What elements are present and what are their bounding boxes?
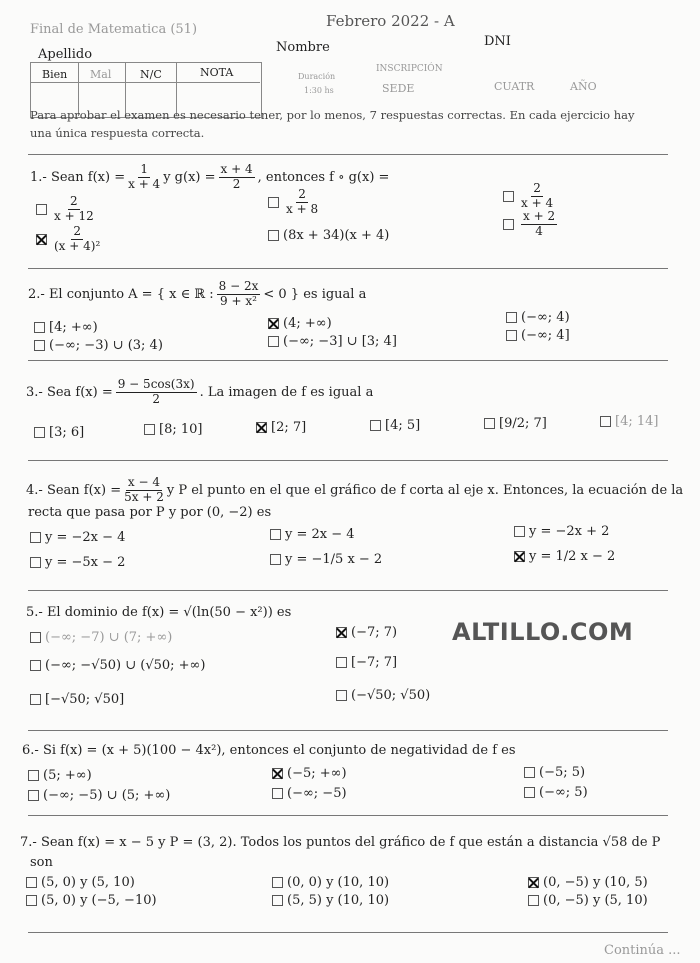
checked-box-icon (528, 877, 539, 888)
checkbox-icon (600, 416, 611, 427)
checked-box-icon (272, 768, 283, 779)
apellido-label: Apellido (38, 47, 93, 62)
col-nota: NOTA (200, 66, 234, 79)
option[interactable]: (−√50; √50) (336, 688, 430, 703)
option[interactable]: [9/2; 7] (484, 416, 547, 431)
anio-field: AÑO (570, 80, 597, 93)
col-mal: Mal (90, 68, 112, 81)
question-7-cont: son (30, 855, 53, 870)
option[interactable]: (−∞; 4] (506, 328, 570, 343)
dni-label: DNI (484, 34, 511, 49)
option[interactable]: (−∞; −7) ∪ (7; +∞) (30, 630, 172, 645)
checked-box-icon (336, 627, 347, 638)
option-checked[interactable]: (0, −5) y (10, 5) (528, 875, 648, 890)
option[interactable]: (−∞; 4) (506, 310, 570, 325)
divider (28, 460, 668, 461)
checked-box-icon (36, 234, 47, 245)
checked-box-icon (514, 551, 525, 562)
checkbox-icon (34, 322, 45, 333)
checkbox-icon (34, 427, 45, 438)
divider (28, 730, 668, 731)
option[interactable]: y = −2x + 2 (514, 524, 609, 539)
checkbox-icon (272, 788, 283, 799)
watermark: ALTILLO.COM (452, 618, 634, 646)
duracion-label: Duración (298, 72, 336, 81)
checkbox-icon (336, 657, 347, 668)
table-divider (30, 82, 260, 83)
option[interactable]: (8x + 34)(x + 4) (268, 228, 389, 243)
option-checked[interactable]: y = 1/2 x − 2 (514, 549, 615, 564)
option[interactable]: (−5; 5) (524, 765, 585, 780)
option[interactable]: (−∞; −√50) ∪ (√50; +∞) (30, 658, 205, 673)
checkbox-icon (26, 895, 37, 906)
checked-box-icon (268, 318, 279, 329)
option[interactable]: [−√50; √50] (30, 692, 124, 707)
duracion-value: 1:30 hs (304, 86, 334, 95)
checkbox-icon (268, 230, 279, 241)
question-5 (26, 605, 291, 620)
question-1: 1.- Sean f(x) = $\frac{1}{x + 4}$ y g(x) = $\frac{x + 4}{2}$ , entonces f ∘ g(x) = (30, 162, 390, 191)
checkbox-icon (28, 790, 39, 801)
checkbox-icon (30, 557, 41, 568)
option[interactable]: (−∞; −5) ∪ (5; +∞) (28, 788, 170, 803)
question-6: 6.- Si f(x) = (x + 5)(100 − 4x²), entonces el conjunto de negatividad de f es (22, 743, 516, 758)
inscripcion-label: INSCRIPCIÓN (376, 64, 443, 74)
divider (28, 590, 668, 591)
checkbox-icon (34, 340, 45, 351)
option[interactable]: (−∞; −3) ∪ (3; 4) (34, 338, 163, 353)
option[interactable]: (5, 0) y (5, 10) (26, 875, 135, 890)
option[interactable]: $\frac{2}{x + 12}$ (36, 195, 97, 224)
option[interactable]: [3; 6] (34, 425, 84, 440)
question-number: 5.- (26, 605, 43, 620)
checkbox-icon (484, 418, 495, 429)
sede-field: SEDE (382, 82, 415, 95)
option-checked[interactable]: [2; 7] (256, 420, 306, 435)
question-3: 3.- Sea f(x) = $\frac{9 - 5\cos(3x)}{2}$ . La imagen de f es igual a (26, 377, 374, 406)
option[interactable]: (−∞; −3] ∪ [3; 4] (268, 334, 397, 349)
checkbox-icon (268, 336, 279, 347)
checkbox-icon (272, 877, 283, 888)
option[interactable]: $\frac{x + 2}{4}$ (503, 210, 560, 239)
option[interactable]: [−7; 7] (336, 655, 397, 670)
exam-date: Febrero 2022 - A (326, 12, 455, 30)
checkbox-icon (30, 660, 41, 671)
checkbox-icon (30, 632, 41, 643)
checkbox-icon (26, 877, 37, 888)
option[interactable]: (0, −5) y (5, 10) (528, 893, 648, 908)
course-title: Final de Matematica (51) (30, 22, 198, 37)
checkbox-icon (370, 420, 381, 431)
checkbox-icon (272, 895, 283, 906)
option[interactable]: (0, 0) y (10, 10) (272, 875, 389, 890)
checkbox-icon (524, 767, 535, 778)
nombre-label: Nombre (276, 40, 330, 55)
col-nc: N/C (140, 68, 162, 81)
question-4: 4.- Sean f(x) = $\frac{x - 4}{5x + 2}$ y P el punto en el que el gráfico de f corta al eje x. Entonces, la ecuación de la (26, 475, 684, 504)
option[interactable]: $\frac{2}{x + 4}$ (503, 182, 556, 211)
divider (28, 360, 668, 361)
checkbox-icon (144, 424, 155, 435)
checkbox-icon (270, 554, 281, 565)
cuatr-field: CUATR (494, 80, 535, 93)
checkbox-icon (28, 770, 39, 781)
question-4-cont: recta que pasa por P y por (0, −2) es (28, 505, 272, 520)
checkbox-icon (36, 204, 47, 215)
option[interactable]: [8; 10] (144, 422, 202, 437)
instructions: Para aprobar el examen es necesario tener, por lo menos, 7 respuestas correctas. En cada ejercicio hay una única respuesta correcta. (30, 108, 635, 141)
option[interactable]: [4; +∞) (34, 320, 98, 335)
option[interactable]: (−∞; −5) (272, 786, 347, 801)
checkbox-icon (30, 532, 41, 543)
question-text: El dominio de f(x) = √(ln(50 − x²)) es (46, 605, 292, 620)
checkbox-icon (270, 529, 281, 540)
checkbox-icon (506, 312, 517, 323)
divider (28, 932, 668, 933)
checkbox-icon (514, 526, 525, 537)
option[interactable]: (−∞; 5) (524, 785, 588, 800)
divider (28, 154, 668, 155)
option-checked[interactable]: $\frac{2}{\text{(x + 4)²}}$ (36, 225, 103, 254)
option[interactable]: [4; 14] (600, 414, 658, 429)
checked-box-icon (256, 422, 267, 433)
option[interactable]: y = 2x − 4 (270, 527, 355, 542)
option[interactable]: y = −5x − 2 (30, 555, 125, 570)
continue-note: Continúa ... (604, 943, 681, 958)
checkbox-icon (336, 690, 347, 701)
checkbox-icon (30, 694, 41, 705)
checkbox-icon (528, 895, 539, 906)
option-checked[interactable]: (−5; +∞) (272, 766, 347, 781)
checkbox-icon (524, 787, 535, 798)
checkbox-icon (268, 197, 279, 208)
option[interactable]: (5, 5) y (10, 10) (272, 893, 389, 908)
option[interactable]: y = −2x − 4 (30, 530, 125, 545)
option-checked[interactable]: (−7; 7) (336, 625, 397, 640)
option-checked[interactable]: (4; +∞) (268, 316, 332, 331)
option[interactable]: $\frac{2}{x + 8}$ (268, 188, 321, 217)
divider (28, 268, 668, 269)
option[interactable]: [4; 5] (370, 418, 420, 433)
checkbox-icon (503, 219, 514, 230)
col-bien: Bien (42, 68, 68, 81)
option[interactable]: (5, 0) y (−5, −10) (26, 893, 157, 908)
question-2: 2.- El conjunto A = { x ∈ ℝ : $\frac{8 - 2x}{\text{9 + x²}}$ < 0 } es igual a (28, 279, 367, 308)
checkbox-icon (503, 191, 514, 202)
divider (28, 815, 668, 816)
option[interactable]: y = −1/5 x − 2 (270, 552, 382, 567)
checkbox-icon (506, 330, 517, 341)
question-7: 7.- Sean f(x) = x − 5 y P = (3, 2). Todos los puntos del gráfico de f que están a distancia √58 de P (20, 835, 661, 850)
option[interactable]: (5; +∞) (28, 768, 92, 783)
